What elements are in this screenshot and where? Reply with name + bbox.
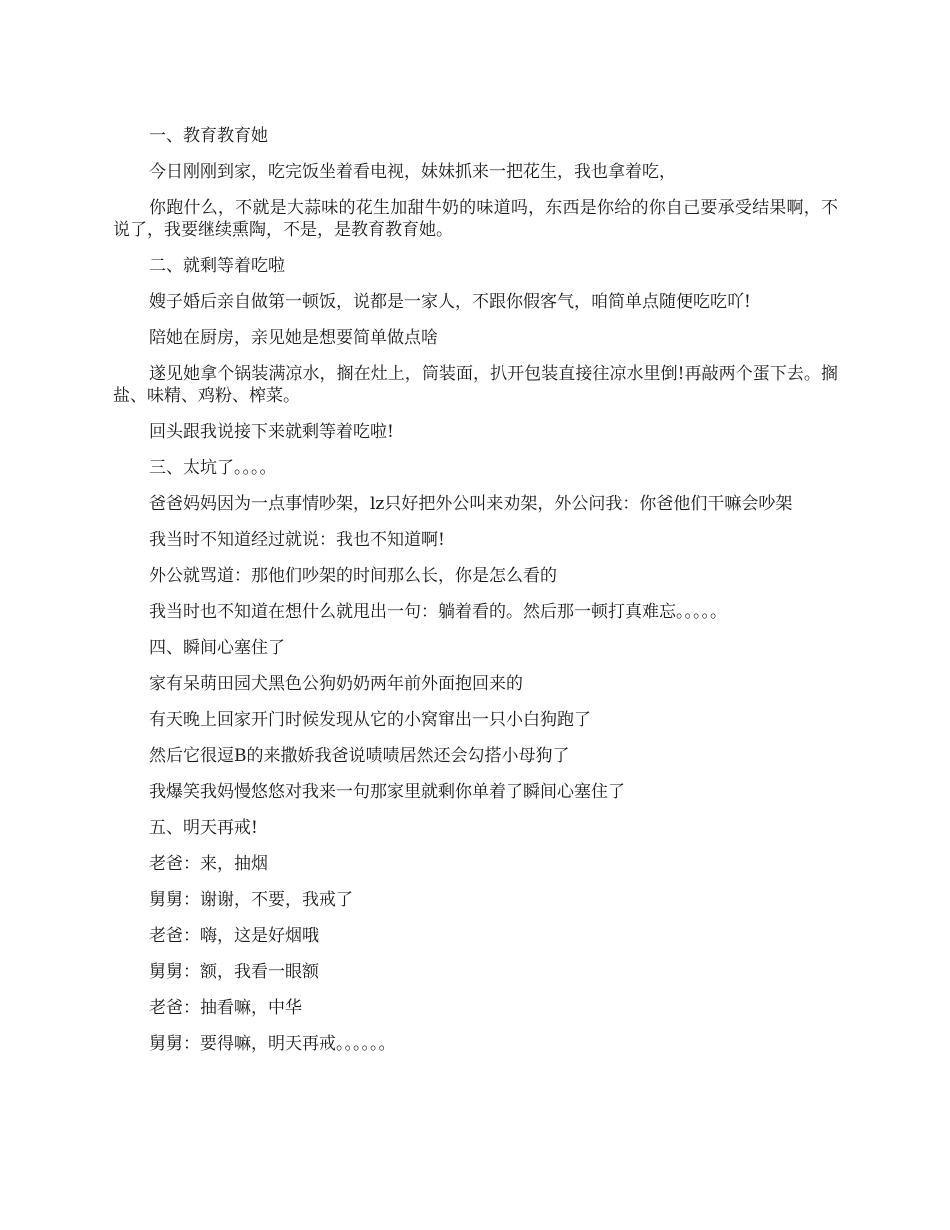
section-heading-5: 五、明天再戒! xyxy=(149,818,258,838)
paragraph: 我当时也不知道在想什么就甩出一句：躺着看的。然后那一顿打真难忘。。。。。 xyxy=(149,602,727,622)
dialogue-line: 老爸：抽看嘛，中华 xyxy=(149,998,302,1018)
paragraph: 回头跟我说接下来就剩等着吃啦! xyxy=(149,422,394,442)
section-heading-4: 四、瞬间心塞住了 xyxy=(149,638,285,658)
dialogue-line: 舅舅：额，我看一眼额 xyxy=(149,962,319,982)
document-body xyxy=(113,125,838,1069)
paragraph: 我当时不知道经过就说：我也不知道啊! xyxy=(149,530,445,550)
section-heading-3: 三、太坑了。。。。 xyxy=(149,458,277,478)
paragraph: 遂见她拿个锅装满凉水，搁在灶上，筒装面，扒开包装直接往凉水里倒!再敲两个蛋下去。搁盐、味精、鸡粉、榨菜。 xyxy=(113,364,838,406)
paragraph: 陪她在厨房，亲见她是想要简单做点啥 xyxy=(149,328,438,348)
paragraph: 你跑什么，不就是大蒜味的花生加甜牛奶的味道吗，东西是你给的你自己要承受结果啊，不说了，我要继续熏陶，不是，是教育教育她。 xyxy=(113,198,838,240)
dialogue-line: 老爸：嗨，这是好烟哦 xyxy=(149,926,319,946)
paragraph: 嫂子婚后亲自做第一顿饭，说都是一家人，不跟你假客气，咱简单点随便吃吃吖! xyxy=(149,292,751,312)
paragraph: 有天晚上回家开门时候发现从它的小窝窜出一只小白狗跑了 xyxy=(149,710,591,730)
paragraph: 爸爸妈妈因为一点事情吵架，lz只好把外公叫来劝架，外公问我：你爸他们干嘛会吵架 xyxy=(149,494,793,514)
paragraph: 然后它很逗B的来撒娇我爸说啧啧居然还会勾搭小母狗了 xyxy=(149,746,570,766)
dialogue-line: 舅舅：要得嘛，明天再戒。。。。。。 xyxy=(149,1034,396,1054)
paragraph: 家有呆萌田园犬黑色公狗奶奶两年前外面抱回来的 xyxy=(149,674,523,694)
dialogue-line: 舅舅：谢谢，不要，我戒了 xyxy=(149,890,353,910)
paragraph: 外公就骂道：那他们吵架的时间那么长，你是怎么看的 xyxy=(149,566,557,586)
dialogue-line: 老爸：来，抽烟 xyxy=(149,854,268,874)
paragraph: 我爆笑我妈慢悠悠对我来一句那家里就剩你单着了瞬间心塞住了 xyxy=(149,782,625,802)
section-heading-1: 一、教育教育她 xyxy=(149,126,268,146)
section-heading-2: 二、就剩等着吃啦 xyxy=(149,256,285,276)
paragraph: 今日刚刚到家，吃完饭坐着看电视，妹妹抓来一把花生，我也拿着吃， xyxy=(149,162,676,182)
